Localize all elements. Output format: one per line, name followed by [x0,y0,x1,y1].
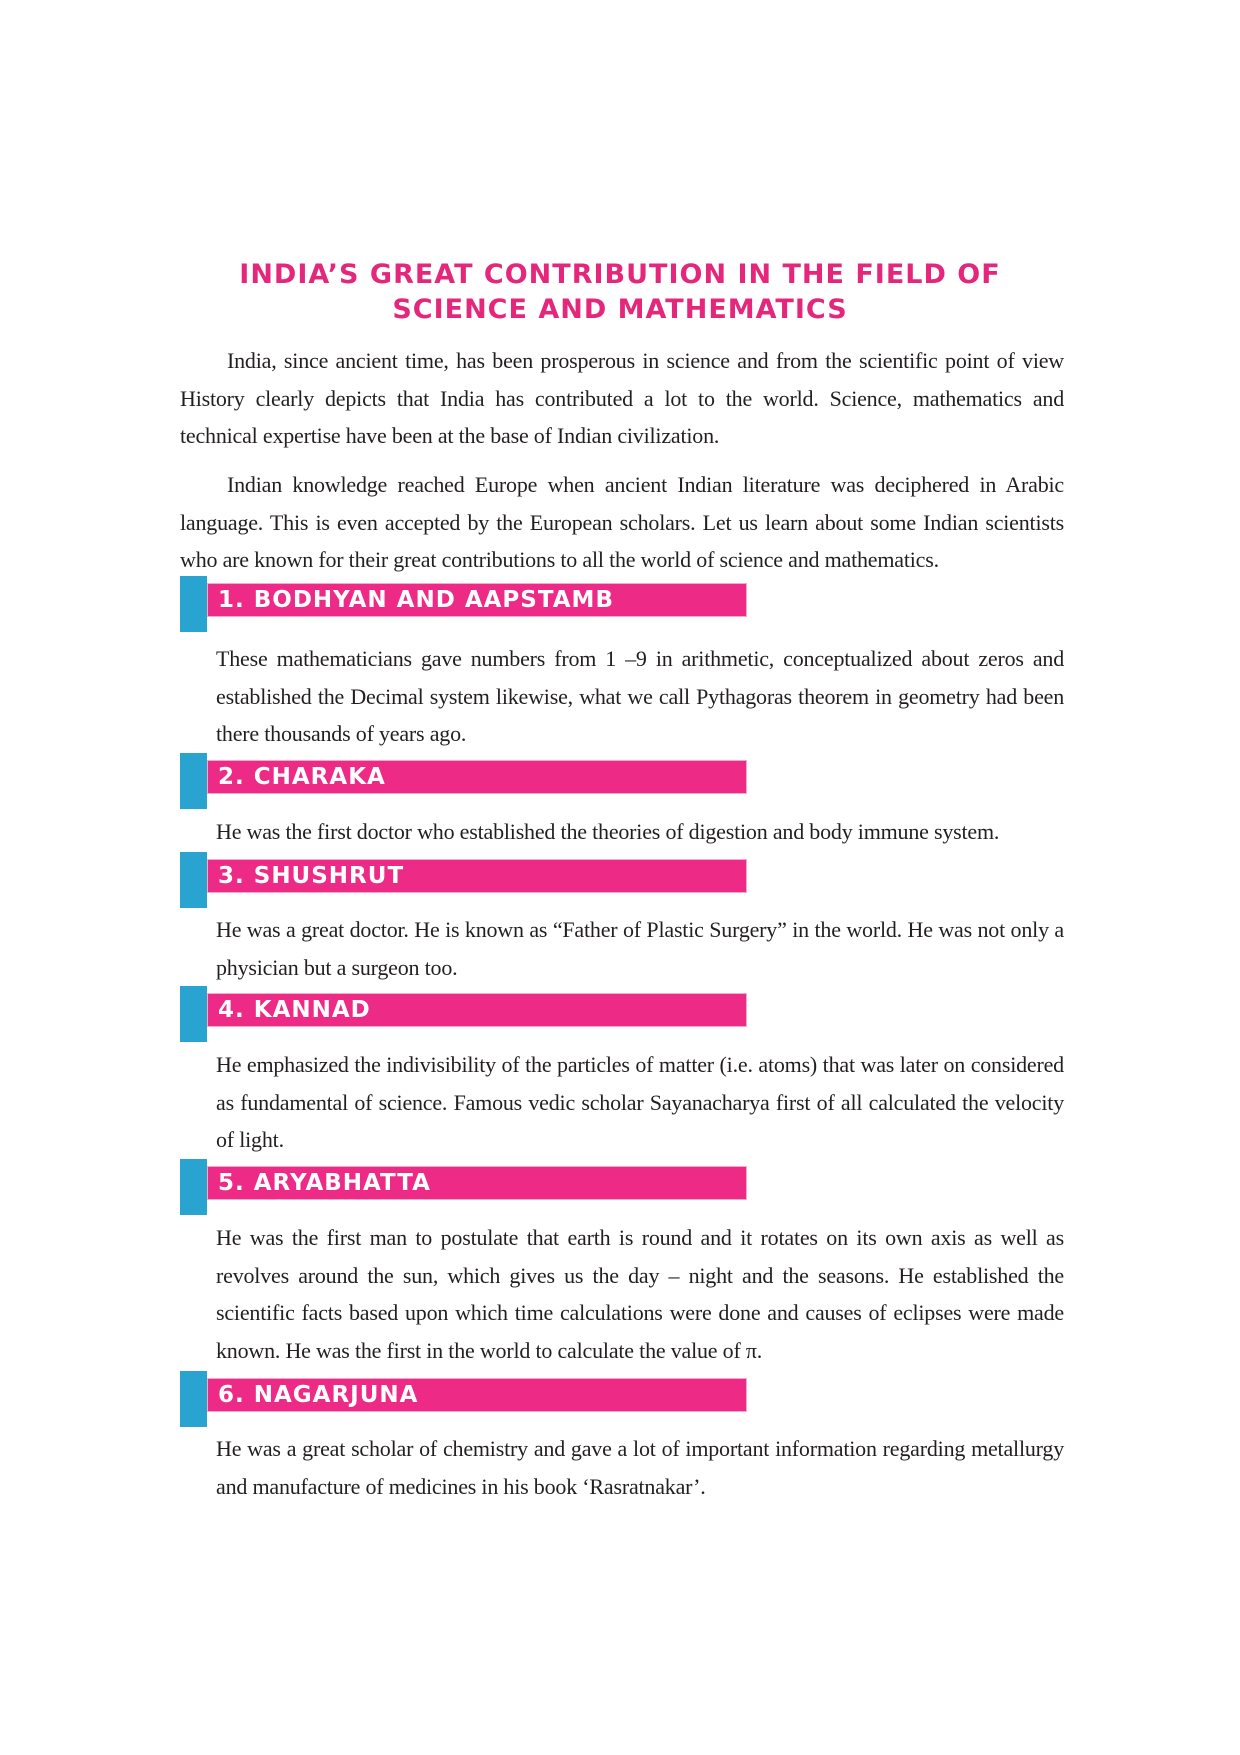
section-text-bodhyan: These mathematicians gave numbers from 1 –9 in arithmetic, conceptualized about zeros and established the Decimal system likewise, what we call Pythagoras theorem in geometry had been there thousands of years ago. [216,646,1064,746]
section-accent-bar [180,1159,207,1215]
section-heading-nagarjuna [180,1371,750,1427]
page-title-line-2: SCIENCE AND MATHEMATICS [392,294,848,325]
section-heading-kannad [180,986,750,1042]
intro-paragraph-2: Indian knowledge reached Europe when ancient Indian literature was deciphered in Arabic language. This is even accepted by the European scholars. Let us learn about some Indian scientists who are known for their great contributions to all the world of science and mathematics. [180,472,1064,572]
section-accent-bar [180,852,207,908]
section-heading-aryabhatta [180,1159,750,1215]
section-heading-label: 4. KANNAD [218,997,371,1023]
section-text-nagarjuna: He was a great scholar of chemistry and gave a lot of important information regarding metallurgy and manufacture of medicines in his book ‘Rasratnakar’. [216,1436,1064,1499]
section-heading-label: 5. ARYABHATTA [218,1170,431,1196]
section-heading-label: 3. SHUSHRUT [218,863,405,889]
section-text-kannad: He emphasized the indivisibility of the particles of matter (i.e. atoms) that was later on considered as fundamental of science. Famous vedic scholar Sayanacharya first of all calculated the velocity of light. [216,1052,1064,1152]
section-heading-charaka [180,753,750,809]
section-text-charaka: He was the first doctor who established the theories of digestion and body immune system. [216,819,1000,844]
section-accent-bar [180,753,207,809]
section-heading-label: 1. BODHYAN AND AAPSTAMB [218,587,614,613]
section-accent-bar [180,576,207,632]
page-title-line-1: INDIA’S GREAT CONTRIBUTION IN THE FIELD OF [239,259,1001,290]
section-heading-label: 6. NAGARJUNA [218,1382,419,1408]
section-text-aryabhatta: He was the first man to postulate that earth is round and it rotates on its own axis as well as revolves around the sun, which gives us the day – night and the seasons. He established the scientific facts based upon which time calculations were done and causes of eclipses were made known. He was the first in the world to calculate the value of π. [216,1225,1064,1363]
section-text-shushrut: He was a great doctor. He is known as “Father of Plastic Surgery” in the world. He was not only a physician but a surgeon too. [216,917,1064,980]
section-accent-bar [180,1371,207,1427]
section-heading-bodhyan [180,576,750,632]
page-title [180,257,1060,327]
section-heading-shushrut [180,852,750,908]
section-heading-label: 2. CHARAKA [218,764,386,790]
intro-paragraph-1: India, since ancient time, has been prosperous in science and from the scientific point of view History clearly depicts that India has contributed a lot to the world. Science, mathematics and technical expertise have been at the base of Indian civilization. [180,348,1064,448]
section-accent-bar [180,986,207,1042]
